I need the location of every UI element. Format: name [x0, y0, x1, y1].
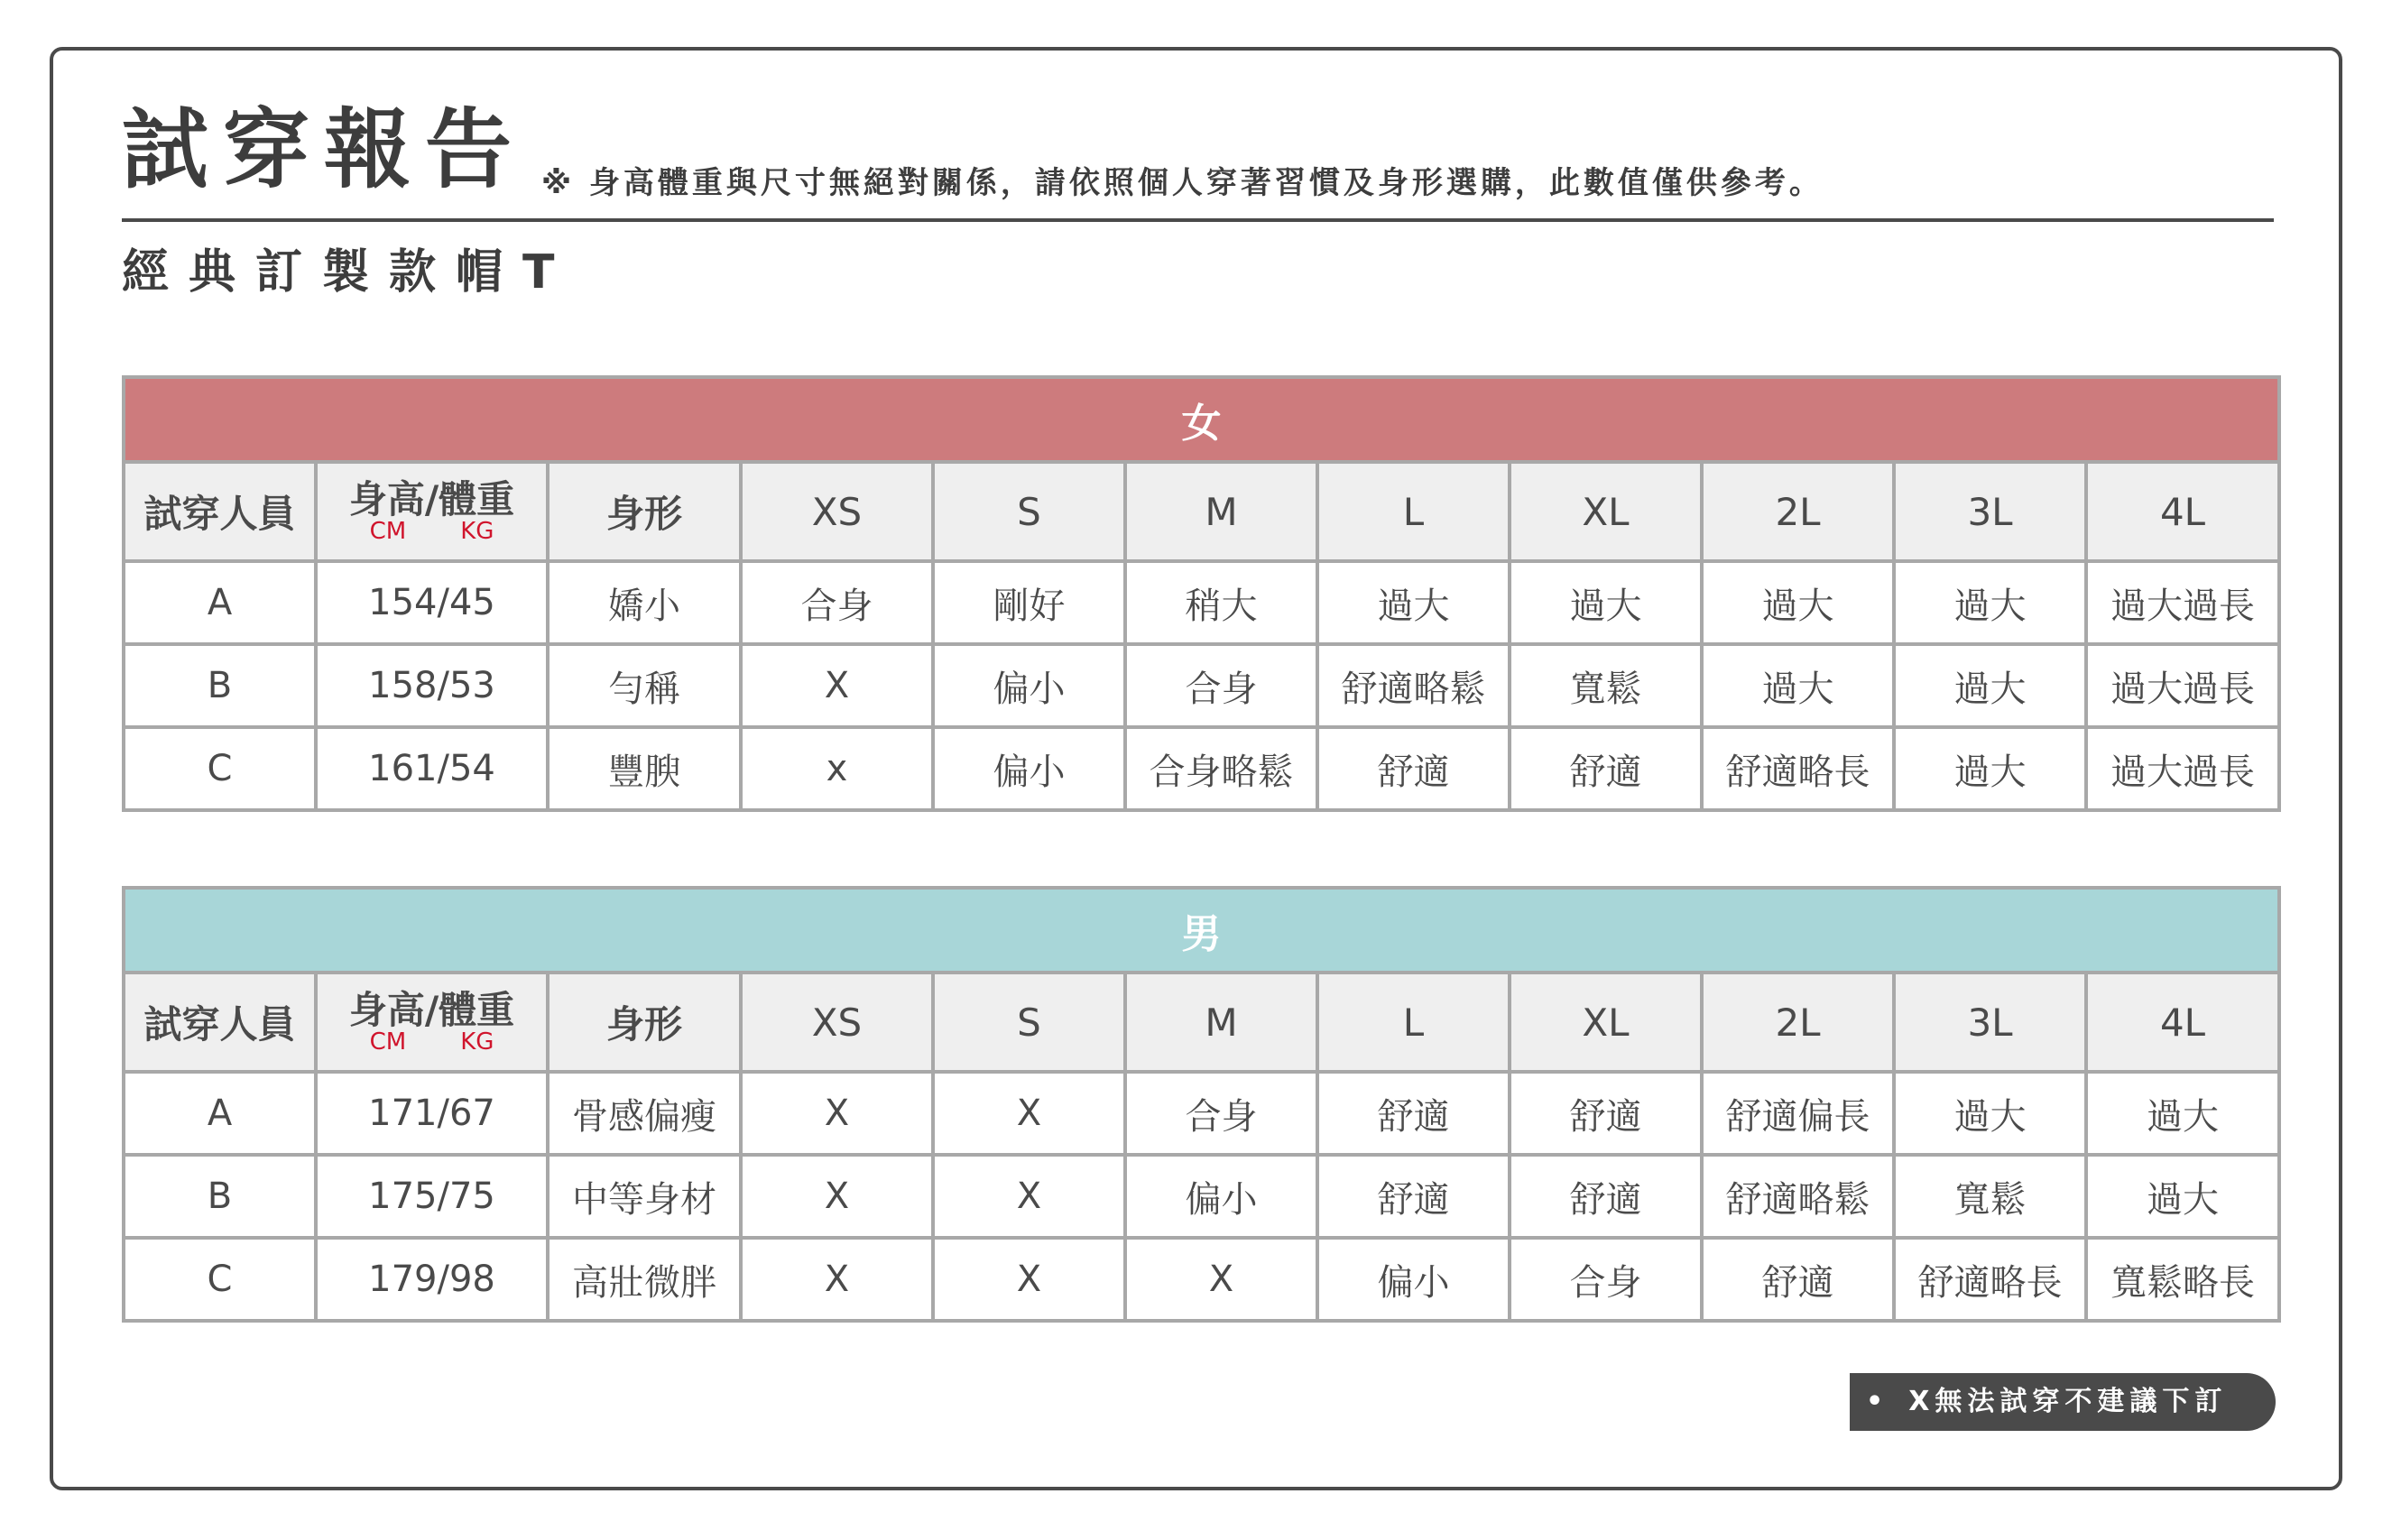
fit-cell: 過大	[1894, 1072, 2086, 1155]
person-cell: A	[124, 1072, 316, 1155]
fit-cell: 寬鬆略長	[2086, 1238, 2279, 1321]
table-row	[124, 1155, 2279, 1238]
legend-note-text: X無法試穿不建議下訂	[1908, 1386, 2228, 1417]
header-divider	[122, 218, 2274, 222]
table-row	[124, 644, 2279, 727]
legend-note	[1850, 1373, 2276, 1431]
col-size: L	[1317, 973, 1510, 1072]
table-row	[124, 561, 2279, 644]
fit-cell: 過大	[1510, 561, 1702, 644]
women-header-row	[124, 462, 2279, 561]
col-body-type: 身形	[548, 462, 741, 561]
unit-kg: KG	[460, 1028, 494, 1056]
body-type-cell: 嬌小	[548, 561, 741, 644]
fit-cell: 舒適	[1510, 1072, 1702, 1155]
bullet-icon: •	[1866, 1386, 1889, 1417]
body-type-cell: 勻稱	[548, 644, 741, 727]
fit-cell: 舒適	[1510, 727, 1702, 810]
person-cell: A	[124, 561, 316, 644]
fit-cell: 舒適	[1317, 727, 1510, 810]
col-body-type: 身形	[548, 973, 741, 1072]
men-fit-table	[122, 886, 2281, 1323]
body-type-cell: 豐腴	[548, 727, 741, 810]
fit-cell: 舒適略長	[1702, 727, 1894, 810]
person-cell: B	[124, 644, 316, 727]
height-weight-cell: 175/75	[316, 1155, 548, 1238]
col-size: 2L	[1702, 973, 1894, 1072]
unit-cm: CM	[369, 518, 407, 546]
col-size: XS	[741, 462, 933, 561]
fit-cell: 合身	[1125, 644, 1317, 727]
col-size: 3L	[1894, 462, 2086, 561]
fit-cell: 剛好	[933, 561, 1125, 644]
women-band: 女	[124, 377, 2279, 462]
height-weight-units	[318, 1030, 546, 1054]
height-weight-units	[318, 518, 546, 546]
col-size: S	[933, 462, 1125, 561]
fit-cell: 合身	[741, 561, 933, 644]
disclaimer-note: ※ 身高體重與尺寸無絕對關係，請依照個人穿著習慣及身形選購，此數值僅供參考。	[541, 165, 1824, 201]
fit-cell: 合身略鬆	[1125, 727, 1317, 810]
fit-cell: X	[933, 1238, 1125, 1321]
fit-cell: 過大過長	[2086, 561, 2279, 644]
col-height-weight	[316, 973, 548, 1072]
body-type-cell: 骨感偏瘦	[548, 1072, 741, 1155]
men-header-row	[124, 973, 2279, 1072]
height-weight-cell: 161/54	[316, 727, 548, 810]
col-size: M	[1125, 973, 1317, 1072]
person-cell: C	[124, 727, 316, 810]
col-size: XL	[1510, 462, 1702, 561]
fit-cell: 過大	[1894, 644, 2086, 727]
fit-cell: 稍大	[1125, 561, 1317, 644]
height-weight-cell: 179/98	[316, 1238, 548, 1321]
table-row	[124, 1238, 2279, 1321]
women-fit-table	[122, 375, 2281, 812]
fit-cell: 過大過長	[2086, 727, 2279, 810]
body-type-cell: 高壯微胖	[548, 1238, 741, 1321]
fit-cell: X	[741, 1238, 933, 1321]
fit-cell: X	[933, 1155, 1125, 1238]
table-row	[124, 727, 2279, 810]
fit-cell: X	[741, 1072, 933, 1155]
fit-cell: 舒適	[1702, 1238, 1894, 1321]
fit-cell: 合身	[1125, 1072, 1317, 1155]
fit-cell: 舒適略鬆	[1317, 644, 1510, 727]
fit-cell: 過大	[2086, 1155, 2279, 1238]
fit-cell: 偏小	[933, 727, 1125, 810]
fit-cell: 舒適偏長	[1702, 1072, 1894, 1155]
col-size: XL	[1510, 973, 1702, 1072]
fit-cell: 合身	[1510, 1238, 1702, 1321]
fit-cell: 過大	[1317, 561, 1510, 644]
fit-cell: 過大	[1894, 727, 2086, 810]
fit-cell: 舒適	[1510, 1155, 1702, 1238]
fit-cell: 偏小	[1317, 1238, 1510, 1321]
fit-cell: 偏小	[933, 644, 1125, 727]
fit-cell: 舒適略鬆	[1702, 1155, 1894, 1238]
unit-kg: KG	[460, 518, 494, 546]
fit-cell: 寬鬆	[1510, 644, 1702, 727]
height-weight-label: 身高/體重	[348, 987, 515, 1032]
fit-cell: 舒適略長	[1894, 1238, 2086, 1321]
col-person: 試穿人員	[124, 973, 316, 1072]
col-person: 試穿人員	[124, 462, 316, 561]
fit-cell: X	[933, 1072, 1125, 1155]
fit-cell: 舒適	[1317, 1155, 1510, 1238]
product-name: 經典訂製款帽T	[122, 245, 575, 300]
person-cell: B	[124, 1155, 316, 1238]
col-size: 3L	[1894, 973, 2086, 1072]
table-row	[124, 1072, 2279, 1155]
col-size: XS	[741, 973, 933, 1072]
fit-cell: 偏小	[1125, 1155, 1317, 1238]
fit-cell: 舒適	[1317, 1072, 1510, 1155]
fit-cell: 過大	[1702, 644, 1894, 727]
fit-cell: X	[741, 1155, 933, 1238]
fit-cell: 過大	[1702, 561, 1894, 644]
fit-cell: 過大	[1894, 561, 2086, 644]
col-height-weight	[316, 462, 548, 561]
col-size: 4L	[2086, 462, 2279, 561]
fit-cell: 寬鬆	[1894, 1155, 2086, 1238]
fit-cell: 過大過長	[2086, 644, 2279, 727]
col-size: M	[1125, 462, 1317, 561]
men-band: 男	[124, 888, 2279, 973]
fit-cell: X	[741, 644, 933, 727]
col-size: S	[933, 973, 1125, 1072]
body-type-cell: 中等身材	[548, 1155, 741, 1238]
unit-cm: CM	[369, 1028, 407, 1056]
fit-cell: x	[741, 727, 933, 810]
col-size: L	[1317, 462, 1510, 561]
height-weight-cell: 158/53	[316, 644, 548, 727]
height-weight-label: 身高/體重	[348, 476, 515, 521]
col-size: 4L	[2086, 973, 2279, 1072]
height-weight-cell: 154/45	[316, 561, 548, 644]
page-title: 試穿報告	[122, 99, 526, 200]
fit-cell: 過大	[2086, 1072, 2279, 1155]
height-weight-cell: 171/67	[316, 1072, 548, 1155]
col-size: 2L	[1702, 462, 1894, 561]
person-cell: C	[124, 1238, 316, 1321]
fit-cell: X	[1125, 1238, 1317, 1321]
